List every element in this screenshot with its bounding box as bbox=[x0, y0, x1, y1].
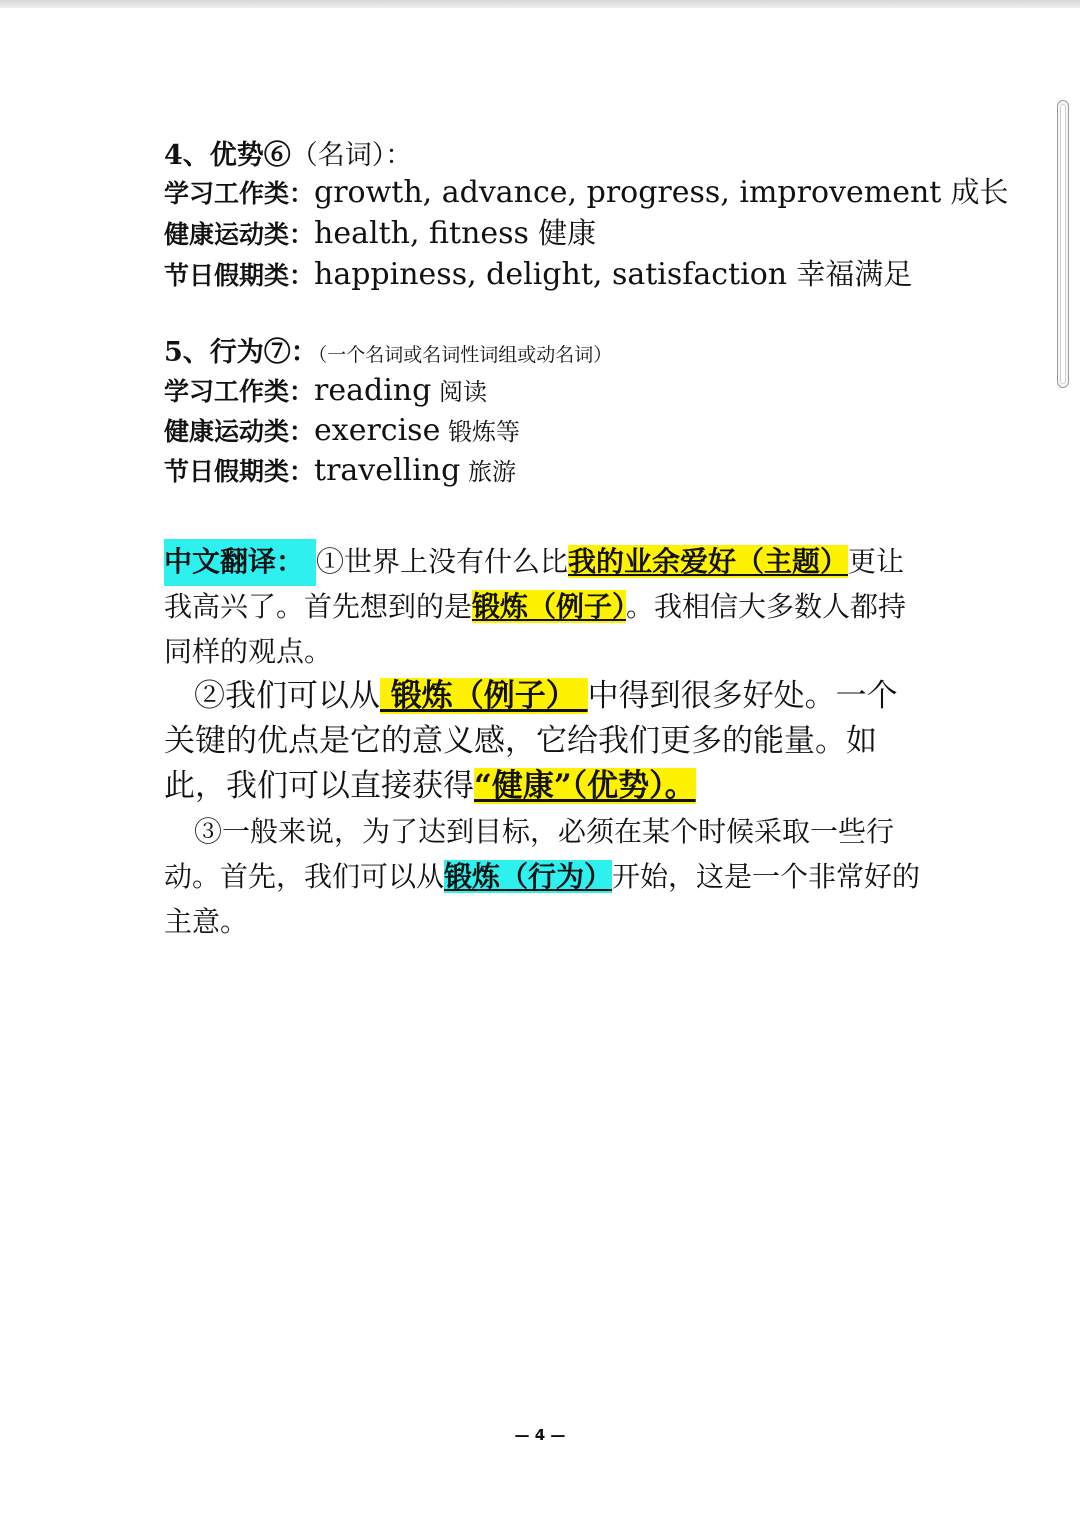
vertical-scrollbar[interactable] bbox=[1057, 100, 1069, 388]
vocab-row bbox=[164, 373, 924, 413]
vocab-chinese: 成长 bbox=[941, 175, 1009, 209]
vocab-category: 节日假期类： bbox=[164, 261, 315, 290]
vocab-category: 节日假期类： bbox=[164, 457, 315, 486]
vocab-row bbox=[164, 174, 1009, 215]
paragraph-text: ①世界上没有什么比 bbox=[316, 545, 569, 578]
paragraph-text: 更让我高兴了。首先想到的是 bbox=[164, 545, 905, 623]
paragraph-text: ②我们可以从 bbox=[194, 678, 380, 714]
chinese-translation bbox=[164, 539, 924, 944]
heading-note: （名词）： bbox=[290, 140, 413, 171]
section-advantage bbox=[164, 138, 1009, 297]
vocab-chinese: 健康 bbox=[528, 216, 597, 250]
vocab-chinese: 阅读 bbox=[431, 378, 487, 406]
vocab-row bbox=[164, 215, 924, 256]
paragraph-text: ③一般来说，为了达到目标，必须在某个时候采取一些行动。首先，我们可以从 bbox=[164, 815, 895, 893]
vocab-row bbox=[164, 453, 924, 493]
translation-paragraph-3 bbox=[164, 809, 924, 944]
heading-note: （一个名词或名词性词组或动名词） bbox=[317, 344, 613, 366]
page-number: — 4 — bbox=[514, 1426, 566, 1444]
vocab-chinese: 锻炼等 bbox=[440, 418, 520, 446]
vocab-row bbox=[164, 256, 924, 297]
vocab-words: happiness, delight, satisfaction bbox=[314, 257, 788, 292]
vocab-words: health, fitness bbox=[314, 216, 529, 251]
vocab-words: growth, advance, progress, improvement bbox=[314, 175, 942, 210]
highlight-example: 锻炼（例子） bbox=[380, 678, 588, 714]
translation-label: 中文翻译： bbox=[164, 539, 316, 586]
vocab-category: 健康运动类： bbox=[164, 220, 315, 249]
translation-paragraph-2 bbox=[164, 674, 924, 809]
vocab-row bbox=[164, 413, 924, 453]
paragraph-text: 。我相信大多数人都持同样的观点。 bbox=[164, 590, 907, 668]
section-heading bbox=[164, 335, 924, 373]
paragraph-text: 开始，这是一个非常好的主意。 bbox=[164, 860, 921, 938]
heading-text: 5、行为⑦： bbox=[164, 337, 318, 368]
vocab-words: reading bbox=[314, 373, 432, 408]
vocab-chinese: 旅游 bbox=[460, 458, 516, 486]
vocab-words: exercise bbox=[314, 413, 441, 448]
paragraph-text: 中得到很多好处。一个关键的优点是它的意义感，它给我们更多的能量。如此，我们可以直接获得 bbox=[164, 678, 898, 804]
document-page bbox=[164, 138, 1009, 944]
heading-text: 4、优势⑥ bbox=[164, 140, 291, 171]
translation-paragraph-1 bbox=[164, 539, 924, 674]
vocab-words: travelling bbox=[314, 453, 461, 488]
highlight-topic: 我的业余爱好（主题） bbox=[568, 545, 849, 578]
scrollbar-thumb[interactable] bbox=[1060, 104, 1066, 384]
section-heading bbox=[164, 138, 924, 174]
top-edge bbox=[0, 0, 1080, 8]
vocab-category: 学习工作类： bbox=[164, 377, 315, 406]
highlight-advantage: “健康”（优势）。 bbox=[474, 768, 696, 804]
highlight-behavior: 锻炼（行为） bbox=[444, 860, 613, 893]
vocab-chinese: 幸福满足 bbox=[787, 257, 913, 291]
section-behavior bbox=[164, 335, 924, 493]
vocab-category: 学习工作类： bbox=[164, 179, 315, 208]
highlight-example: 锻炼（例子） bbox=[472, 590, 627, 623]
vocab-category: 健康运动类： bbox=[164, 417, 315, 446]
